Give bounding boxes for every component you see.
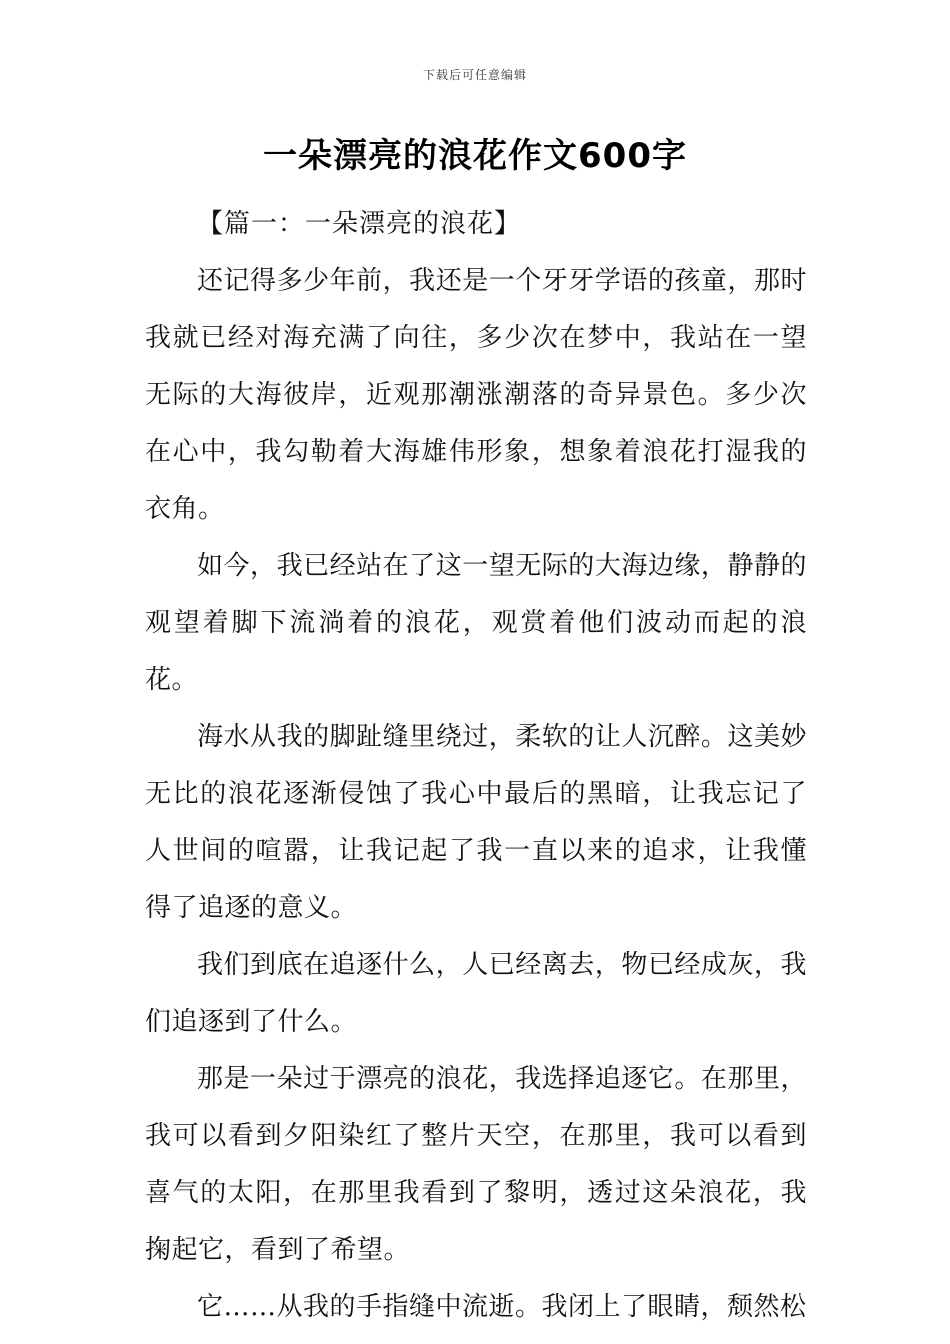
paragraph-2: 如今，我已经站在了这一望无际的大海边缘，静静的观望着脚下流淌着的浪花，观赏着他们波动而起的浪花。 <box>145 551 807 695</box>
header-note: 下载后可任意编辑 <box>422 68 527 82</box>
section-heading: 【篇一：一朵漂亮的浪花】 <box>197 209 522 239</box>
paragraph-5: 那是一朵过于漂亮的浪花，我选择追逐它。在那里，我可以看到夕阳染红了整片天空，在那里，我可以看到喜气的太阳，在那里我看到了黎明，透过这朵浪花，我掬起它，看到了希望。 <box>145 1064 807 1265</box>
document-title: 一朵漂亮的浪花作文600字 <box>263 136 687 176</box>
paragraph-1: 还记得多少年前，我还是一个牙牙学语的孩童，那时我就已经对海充满了向往，多少次在梦中，我站在一望无际的大海彼岸，近观那潮涨潮落的奇异景色。多少次在心中，我勾勒着大海雄伟形象，想象着浪花打湿我的衣角。 <box>145 266 807 524</box>
paragraph-3: 海水从我的脚趾缝里绕过，柔软的让人沉醉。这美妙无比的浪花逐渐侵蚀了我心中最后的黑暗，让我忘记了人世间的喧嚣，让我记起了我一直以来的追求，让我懂得了追逐的意义。 <box>145 722 807 923</box>
paragraph-4: 我们到底在追逐什么，人已经离去，物已经成灰，我们追逐到了什么。 <box>145 950 807 1037</box>
paragraph-6: 它……从我的手指缝中流逝。我闭上了眼睛，颓然松 <box>197 1292 807 1322</box>
document-body <box>145 196 807 1336</box>
